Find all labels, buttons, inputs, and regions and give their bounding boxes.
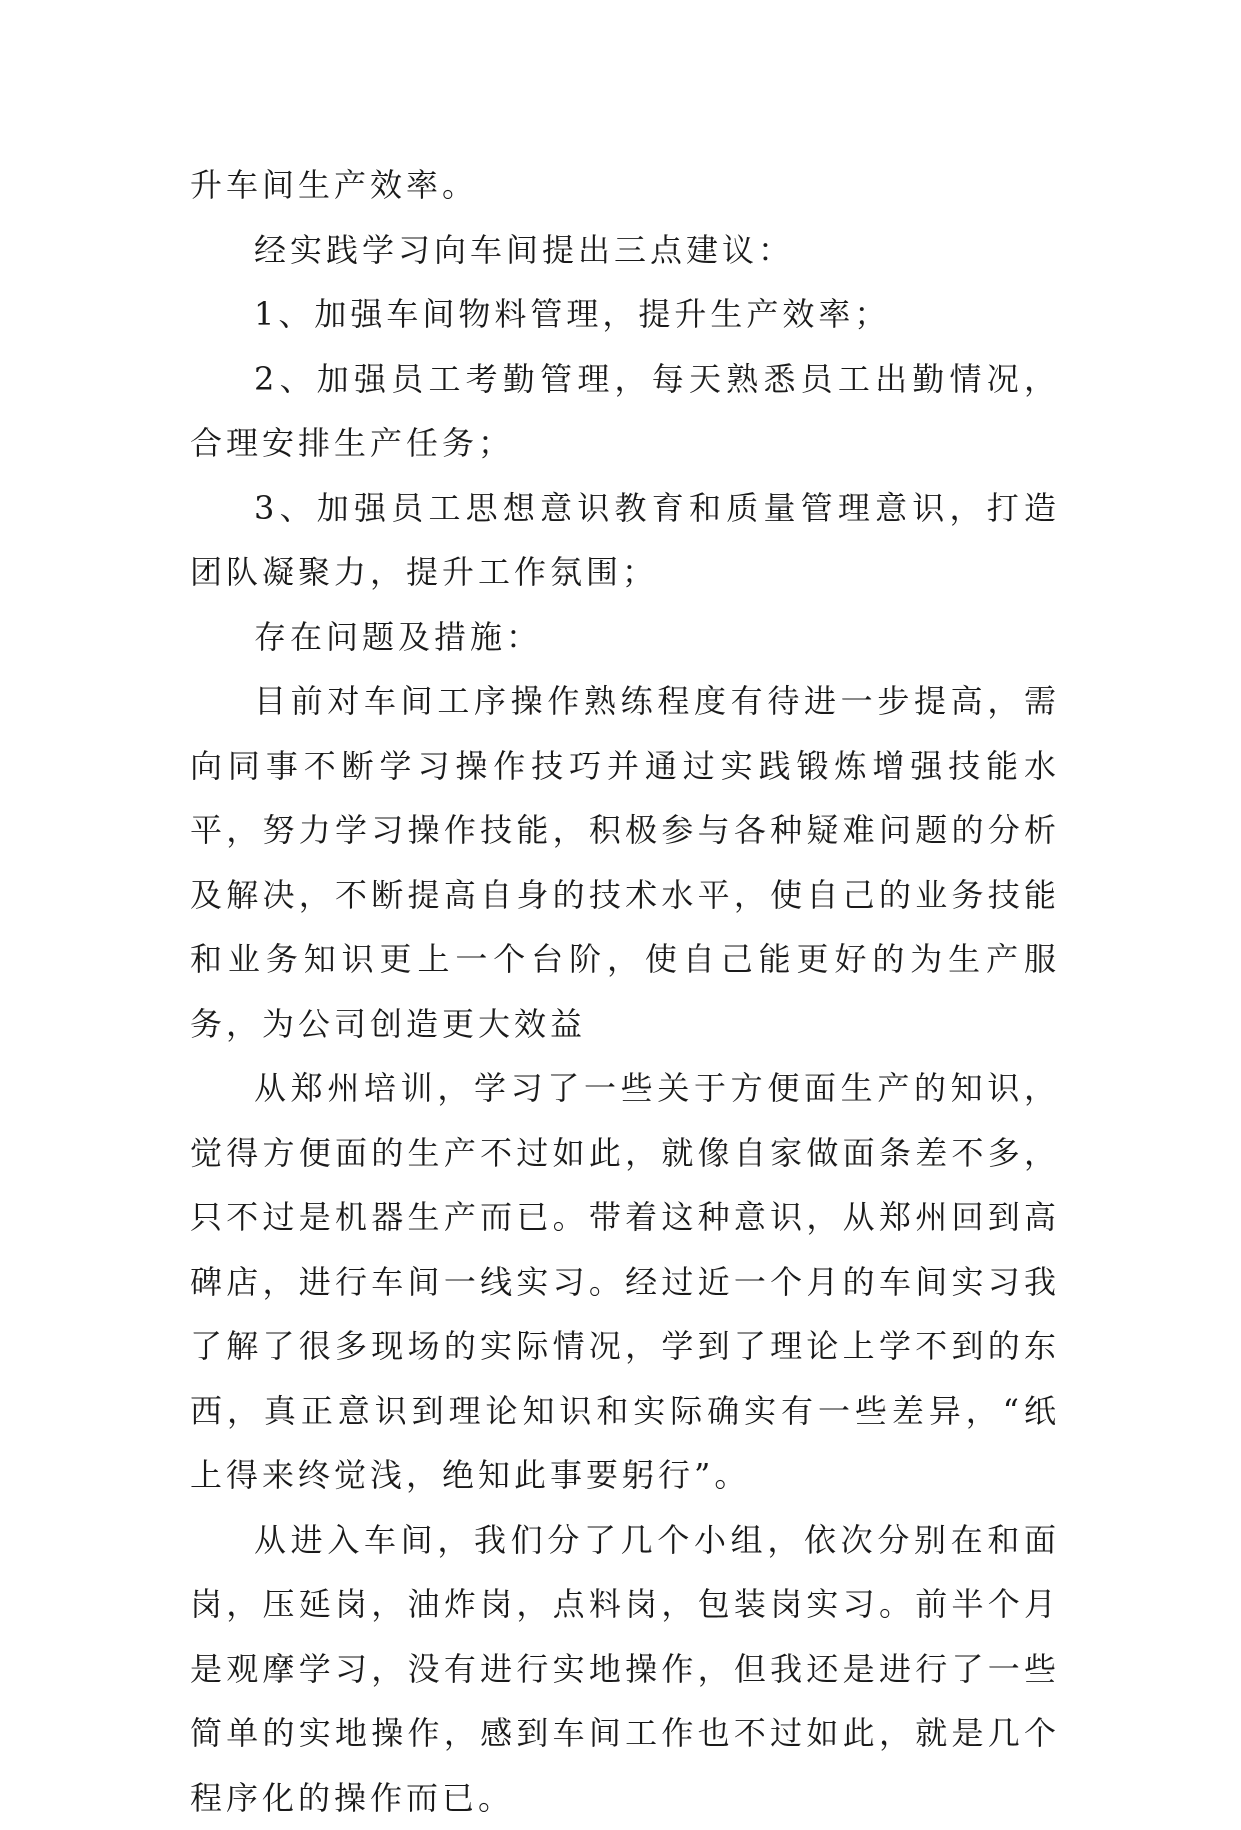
paragraph-zhengzhou-training: 从郑州培训，学习了一些关于方便面生产的知识，觉得方便面的生产不过如此，就像自家做面条差不多，只不过是机器生产而已。带着这种意识，从郑州回到高碑店，进行车间一线实习。经过近一个月的车间实习我了解了很多现场的实际情况，学到了理论上学不到的东西，真正意识到理论知识和实际确实有一些差异，“纸上得来终觉浅，绝知此事要躬行”。	[190, 1056, 1060, 1508]
paragraph-problems-heading: 存在问题及措施：	[190, 605, 1060, 670]
paragraph-suggestions-heading: 经实践学习向车间提出三点建议：	[190, 218, 1060, 283]
paragraph-suggestion-3: 3、加强员工思想意识教育和质量管理意识，打造团队凝聚力，提升工作氛围；	[190, 476, 1060, 605]
paragraph-continuation: 升车间生产效率。	[190, 153, 1060, 218]
paragraph-suggestion-2: 2、加强员工考勤管理，每天熟悉员工出勤情况，合理安排生产任务；	[190, 347, 1060, 476]
document-body	[190, 153, 1060, 1830]
paragraph-problems-body: 目前对车间工序操作熟练程度有待进一步提高，需向同事不断学习操作技巧并通过实践锻炼增强技能水平，努力学习操作技能，积极参与各种疑难问题的分析及解决，不断提高自身的技术水平，使自己的业务技能和业务知识更上一个台阶，使自己能更好的为生产服务，为公司创造更大效益	[190, 669, 1060, 1056]
paragraph-workshop-groups: 从进入车间，我们分了几个小组，依次分别在和面岗，压延岗，油炸岗，点料岗，包装岗实习。前半个月是观摩学习，没有进行实地操作，但我还是进行了一些简单的实地操作，感到车间工作也不过如此，就是几个程序化的操作而已。	[190, 1508, 1060, 1830]
paragraph-suggestion-1: 1、加强车间物料管理，提升生产效率；	[190, 282, 1060, 347]
